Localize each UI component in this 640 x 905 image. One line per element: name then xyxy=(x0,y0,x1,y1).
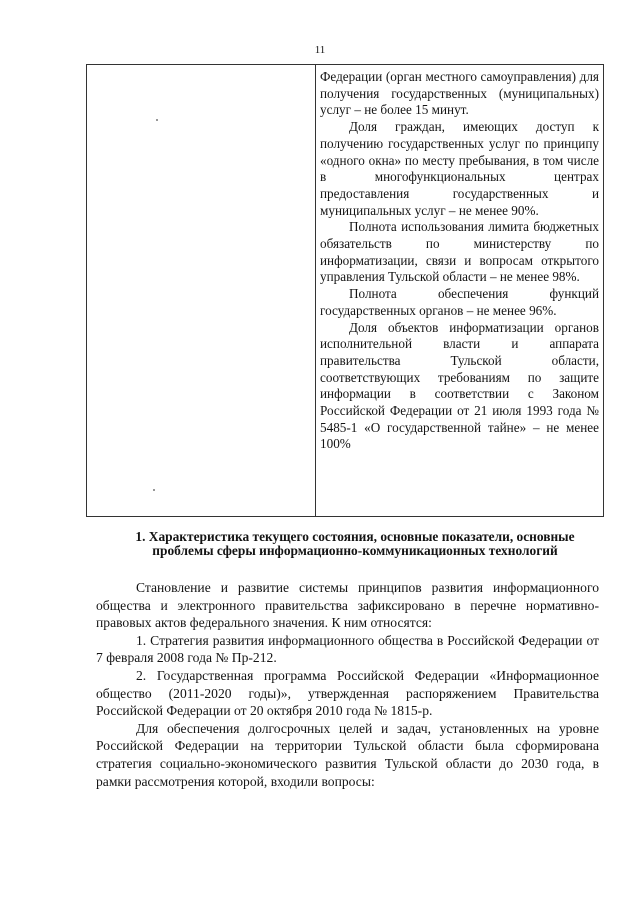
table-paragraph: Полнота обеспечения функций государственных органов – не менее 96%. xyxy=(320,286,599,318)
body-paragraph: 1. Стратегия развития информационного общества в Российской Федерации от 7 февраля 2008 года № Пр-212. xyxy=(96,632,599,666)
table-paragraph: Доля объектов информатизации органов исполнительной власти и аппарата правительства Тульской области, соответствующих требованиям по защите информации в соответствии с Законом Российской Федерации от 21 июля 1993 года № 5485-1 «О государственной тайне» – не менее 100% xyxy=(320,319,599,452)
table-cell-right xyxy=(320,69,599,453)
body-paragraph: Для обеспечения долгосрочных целей и задач, установленных на уровне Российской Федерации на территории Тульской области была сформирована стратегия социально-экономического развития Тульской области до 2030 года, в рамки рассмотрения которой, входили вопросы: xyxy=(96,720,599,789)
section-body xyxy=(96,579,599,790)
body-paragraph: 2. Государственная программа Российской Федерации «Информационное общество (2011-2020 годы)», утвержденная распоряжением Правительства Российской Федерации от 20 октября 2010 года № 1815-р. xyxy=(96,667,599,719)
scan-dot xyxy=(156,119,158,121)
page-number: 11 xyxy=(314,44,326,56)
table-cell-left xyxy=(87,65,315,516)
indicators-table xyxy=(86,64,604,517)
section-heading: 1. Характеристика текущего состояния, основные показатели, основные проблемы сферы информационно-коммуникационных технологий xyxy=(135,529,575,558)
body-paragraph: Становление и развитие системы принципов развития информационного общества и электронного правительства зафиксировано в перечне нормативно-правовых актов федерального значения. К ним относятся: xyxy=(96,580,599,631)
table-paragraph: Полнота использования лимита бюджетных обязательств по министерству по информатизации, связи и вопросам открытого управления Тульской области – не менее 98%. xyxy=(320,219,599,285)
scan-dot xyxy=(153,489,155,491)
table-paragraph: Федерации (орган местного самоуправления) для получения государственных (муниципальных) услуг – не более 15 минут. xyxy=(320,69,599,118)
table-divider xyxy=(315,65,316,516)
table-paragraph: Доля граждан, имеющих доступ к получению государственных услуг по принципу «одного окна» по месту пребывания, в том числе в многофункциональных центрах предоставления государственных и муниципальных услуг – не менее 90%. xyxy=(320,119,599,218)
